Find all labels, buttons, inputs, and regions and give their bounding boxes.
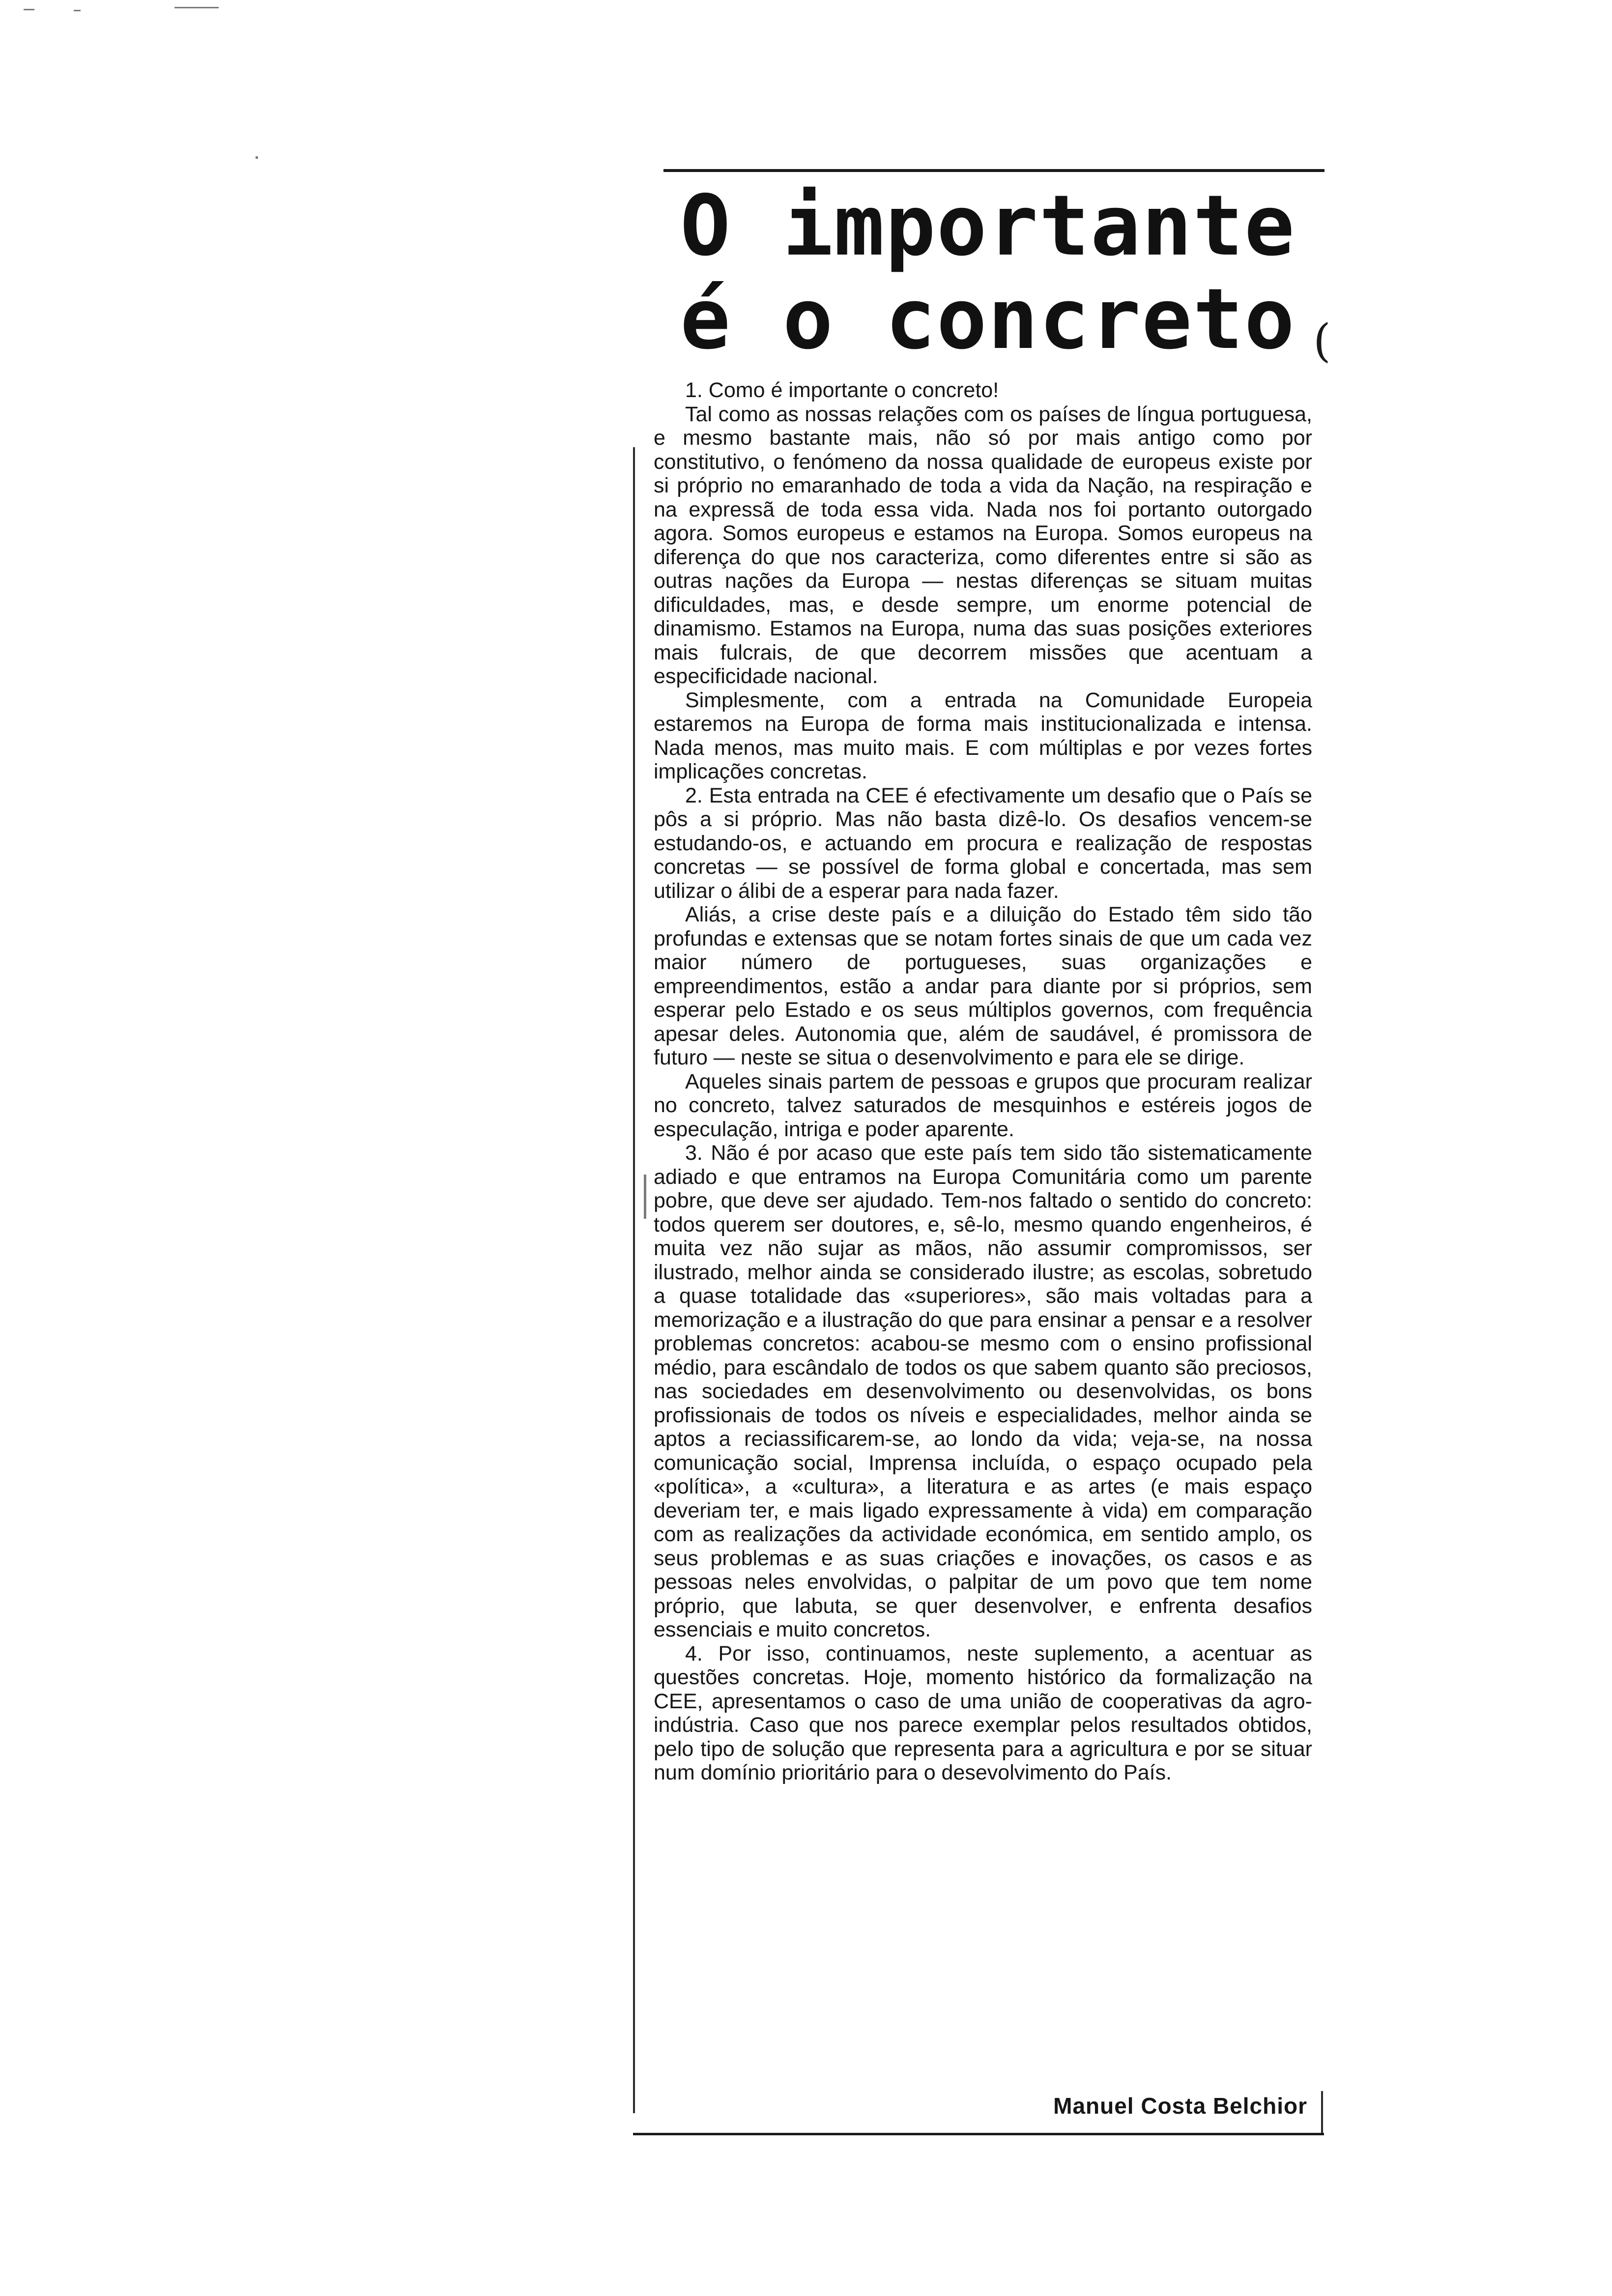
right-bottom-rule — [1321, 2091, 1323, 2134]
margin-mark: ( — [1313, 315, 1331, 367]
bottom-rule — [633, 2133, 1324, 2135]
author-signature: Manuel Costa Belchior — [1053, 2093, 1307, 2119]
paragraph-5: Aliás, a crise deste país e a diluição do Estado têm sido tão profundas e extensas que se notam fortes sinais de que um cada vez maior número de portugueses, suas organizações e empreendimentos, estão a andar para diante por si próprios, sem esperar pelo Estado e os seus múltiplos governos, com frequência apesar deles. Autonomia que, além de saudável, é promissora de futuro — neste se situa o desenvolvimento e para ele se dirige. — [654, 903, 1312, 1069]
paragraph-1: 1. Como é importante o concreto! — [685, 378, 999, 402]
scan-speck — [174, 7, 219, 8]
headline-line-1: O importante — [680, 177, 1296, 275]
paragraph-7: 3. Não é por acaso que este país tem sido tão sistematicamente adiado e que entramos na Europa Comunitária como um parente pobre, que deve ser ajudado. Tem-nos faltado o sentido do concreto: todos querem ser doutores, e, sê-lo, mesmo quando engenheiros, é muita vez não sujar as mãos, não assumir compromissos, ser ilustrado, melhor ainda se considerado ilustre; as escolas, sobretudo a quase totalidade das «superiores», são mais voltadas para a memorização e a ilustração do que para ensinar a pensar e a resolver problemas concretos: acabou-se mesmo com o ensino profissional médio, para escândalo de todos os que sabem quanto são preciosos, nas sociedades em desenvolvimento ou desenvolvidas, os bons profissionais de todos os níveis e especialidades, melhor ainda se aptos a reciassificarem-se, ao londo da vida; veja-se, na nossa comunicação social, Imprensa incluída, o espaço ocupado pela «política», a «cultura», a literatura e as artes (e mais espaço deveriam ter, e mais ligado expressamente à vida) em comparação com as realizações da actividade económica, em sentido amplo, os seus problemas e as suas criações e inovações, os casos e as pessoas neles envolvidas, o palpitar de um povo que tem nome próprio, que labuta, se quer desenvolver, e enfrenta desafios essenciais e muito concretos. — [654, 1141, 1312, 1641]
scan-speck — [74, 10, 81, 11]
scan-speck — [644, 1175, 646, 1219]
article-body — [654, 378, 1312, 1785]
scan-speck — [256, 156, 258, 159]
scan-speck — [24, 9, 34, 10]
paragraph-4: 2. Esta entrada na CEE é efectivamente um desafio que o País se pôs a si próprio. Mas não basta dizê-lo. Os desafios vencem-se estudando-os, e actuando em procura e realização de respostas concretas — se possível de forma global e concertada, mas sem utilizar o álibi de a esperar para nada fazer. — [654, 783, 1312, 903]
headline-line-2: é o concreto — [680, 271, 1296, 368]
article-headline — [678, 179, 1297, 366]
paragraph-6: Aqueles sinais partem de pessoas e grupos que procuram realizar no concreto, talvez saturados de mesquinhos e estéreis jogos de especulação, intriga e poder aparente. — [654, 1069, 1312, 1141]
top-rule — [663, 169, 1324, 172]
paragraph-2: Tal como as nossas relações com os países de língua portuguesa, e mesmo bastante mais, não só por mais antigo como por constitutivo, o fenómeno da nossa qualidade de europeus existe por si próprio no emaranhado de toda a vida da Nação, na respiração e na expressã de toda essa vida. Nada nos foi portanto outorgado agora. Somos europeus e estamos na Europa. Somos europeus na diferença do que nos caracteriza, como diferentes entre si são as outras nações da Europa — nestas diferenças se situam muitas dificuldades, mas, e desde sempre, um enorme potencial de dinamismo. Estamos na Europa, numa das suas posições exteriores mais fulcrais, de que decorrem missões que acentuam a especificidade nacional. — [654, 402, 1312, 688]
paragraph-8: 4. Por isso, continuamos, neste suplemento, a acentuar as questões concretas. Hoje, momento histórico da formalização na CEE, apresentamos o caso de uma união de cooperativas da agro-indústria. Caso que nos parece exemplar pelos resultados obtidos, pelo tipo de solução que representa para a agricultura e por se situar num domínio prioritário para o desevolvimento do País. — [654, 1641, 1312, 1784]
left-column-rule — [633, 447, 635, 2113]
paragraph-3: Simplesmente, com a entrada na Comunidade Europeia estaremos na Europa de forma mais institucionalizada e intensa. Nada menos, mas muito mais. E com múltiplas e por vezes fortes implicações concretas. — [654, 688, 1312, 783]
